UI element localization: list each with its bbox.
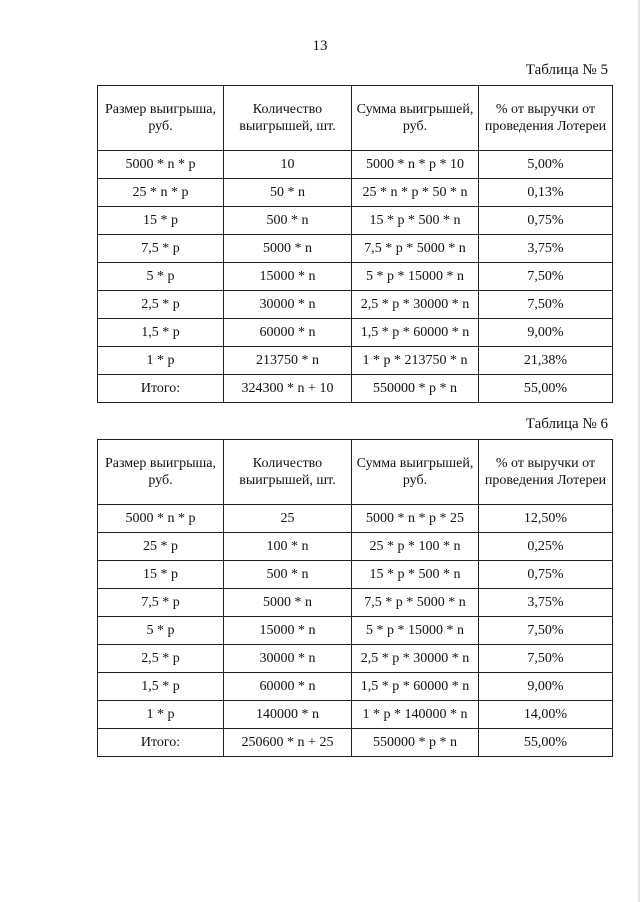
table-cell: 30000 * n (224, 645, 352, 673)
table-cell: 1 * p * 213750 * n (352, 347, 479, 375)
table-cell: 50 * n (224, 179, 352, 207)
table-header-row (98, 440, 613, 505)
table-row (98, 617, 613, 645)
prize-table (97, 439, 613, 757)
table-row (98, 505, 613, 533)
table-cell: 15 * p * 500 * n (352, 561, 479, 589)
table-cell: 9,00% (479, 673, 613, 701)
table-cell: 0,13% (479, 179, 613, 207)
table-cell: 550000 * p * n (352, 375, 479, 403)
table-cell: 140000 * n (224, 701, 352, 729)
table-cell: 7,5 * p * 5000 * n (352, 235, 479, 263)
table-row (98, 347, 613, 375)
table-cell: 7,50% (479, 263, 613, 291)
prize-table (97, 85, 613, 403)
table-cell: 21,38% (479, 347, 613, 375)
table-cell: 1 * p (98, 701, 224, 729)
table-cell: 5,00% (479, 151, 613, 179)
table-row (98, 673, 613, 701)
table-row (98, 151, 613, 179)
table-cell: 1 * p (98, 347, 224, 375)
table-cell: 5000 * n (224, 589, 352, 617)
table-cell: 1 * p * 140000 * n (352, 701, 479, 729)
table-cell: 5000 * n * p * 10 (352, 151, 479, 179)
table-header-row (98, 86, 613, 151)
table-cell: 15000 * n (224, 617, 352, 645)
table-cell: 1,5 * p (98, 673, 224, 701)
table-cell: 3,75% (479, 235, 613, 263)
table-cell: 14,00% (479, 701, 613, 729)
table-cell: 550000 * p * n (352, 729, 479, 757)
table-cell: 7,50% (479, 291, 613, 319)
table-cell: 213750 * n (224, 347, 352, 375)
header-revenue-percent: % от выручки от проведения Лотереи (479, 86, 613, 151)
table-cell: 25 (224, 505, 352, 533)
table-total-row (98, 375, 613, 403)
table-cell: 5000 * n (224, 235, 352, 263)
table-cell: 0,25% (479, 533, 613, 561)
table-cell: 7,5 * p (98, 589, 224, 617)
table-cell: Итого: (98, 375, 224, 403)
header-prize-sum: Сумма выигрышей, руб. (352, 86, 479, 151)
table-cell: 5 * p (98, 617, 224, 645)
header-prize-sum: Сумма выигрышей, руб. (352, 440, 479, 505)
table-row (98, 319, 613, 347)
header-prize-count: Количество выигрышей, шт. (224, 86, 352, 151)
table-row (98, 561, 613, 589)
table-row (98, 179, 613, 207)
table-row (98, 235, 613, 263)
table-cell: 2,5 * p * 30000 * n (352, 645, 479, 673)
table-cell: 0,75% (479, 561, 613, 589)
table-cell: Итого: (98, 729, 224, 757)
table-cell: 5000 * n * p * 25 (352, 505, 479, 533)
table-cell: 500 * n (224, 207, 352, 235)
table-cell: 7,5 * p * 5000 * n (352, 589, 479, 617)
table-caption: Таблица № 5 (525, 62, 608, 78)
table-cell: 1,5 * p (98, 319, 224, 347)
table-cell: 15 * p (98, 561, 224, 589)
table-cell: 55,00% (479, 729, 613, 757)
table-cell: 10 (224, 151, 352, 179)
table-cell: 5000 * n * p (98, 151, 224, 179)
table-cell: 2,5 * p (98, 645, 224, 673)
table-cell: 5000 * n * p (98, 505, 224, 533)
table-cell: 30000 * n (224, 291, 352, 319)
table-caption: Таблица № 6 (525, 416, 608, 432)
table-cell: 60000 * n (224, 319, 352, 347)
table-cell: 25 * p (98, 533, 224, 561)
table-row (98, 263, 613, 291)
table-cell: 100 * n (224, 533, 352, 561)
table-cell: 324300 * n + 10 (224, 375, 352, 403)
table-cell: 3,75% (479, 589, 613, 617)
header-prize-count: Количество выигрышей, шт. (224, 440, 352, 505)
table-row (98, 701, 613, 729)
table-cell: 2,5 * p * 30000 * n (352, 291, 479, 319)
table-cell: 15000 * n (224, 263, 352, 291)
page-number: 13 (312, 38, 328, 54)
table-cell: 25 * n * p (98, 179, 224, 207)
table-cell: 5 * p * 15000 * n (352, 617, 479, 645)
header-revenue-percent: % от выручки от проведения Лотереи (479, 440, 613, 505)
table-row (98, 645, 613, 673)
table-cell: 5 * p (98, 263, 224, 291)
table-cell: 1,5 * p * 60000 * n (352, 673, 479, 701)
table-cell: 15 * p (98, 207, 224, 235)
table-cell: 250600 * n + 25 (224, 729, 352, 757)
table-row (98, 291, 613, 319)
table-cell: 55,00% (479, 375, 613, 403)
table-cell: 15 * p * 500 * n (352, 207, 479, 235)
table-cell: 12,50% (479, 505, 613, 533)
table-cell: 1,5 * p * 60000 * n (352, 319, 479, 347)
table-cell: 0,75% (479, 207, 613, 235)
table-total-row (98, 729, 613, 757)
table-row (98, 207, 613, 235)
table-cell: 500 * n (224, 561, 352, 589)
table-cell: 2,5 * p (98, 291, 224, 319)
table-cell: 60000 * n (224, 673, 352, 701)
table-cell: 25 * n * p * 50 * n (352, 179, 479, 207)
table-row (98, 589, 613, 617)
table-cell: 7,50% (479, 645, 613, 673)
table-cell: 9,00% (479, 319, 613, 347)
table-cell: 7,5 * p (98, 235, 224, 263)
table-row (98, 533, 613, 561)
header-prize-size: Размер выигрыша, руб. (98, 440, 224, 505)
table-cell: 5 * p * 15000 * n (352, 263, 479, 291)
header-prize-size: Размер выигрыша, руб. (98, 86, 224, 151)
table-cell: 25 * p * 100 * n (352, 533, 479, 561)
table-cell: 7,50% (479, 617, 613, 645)
